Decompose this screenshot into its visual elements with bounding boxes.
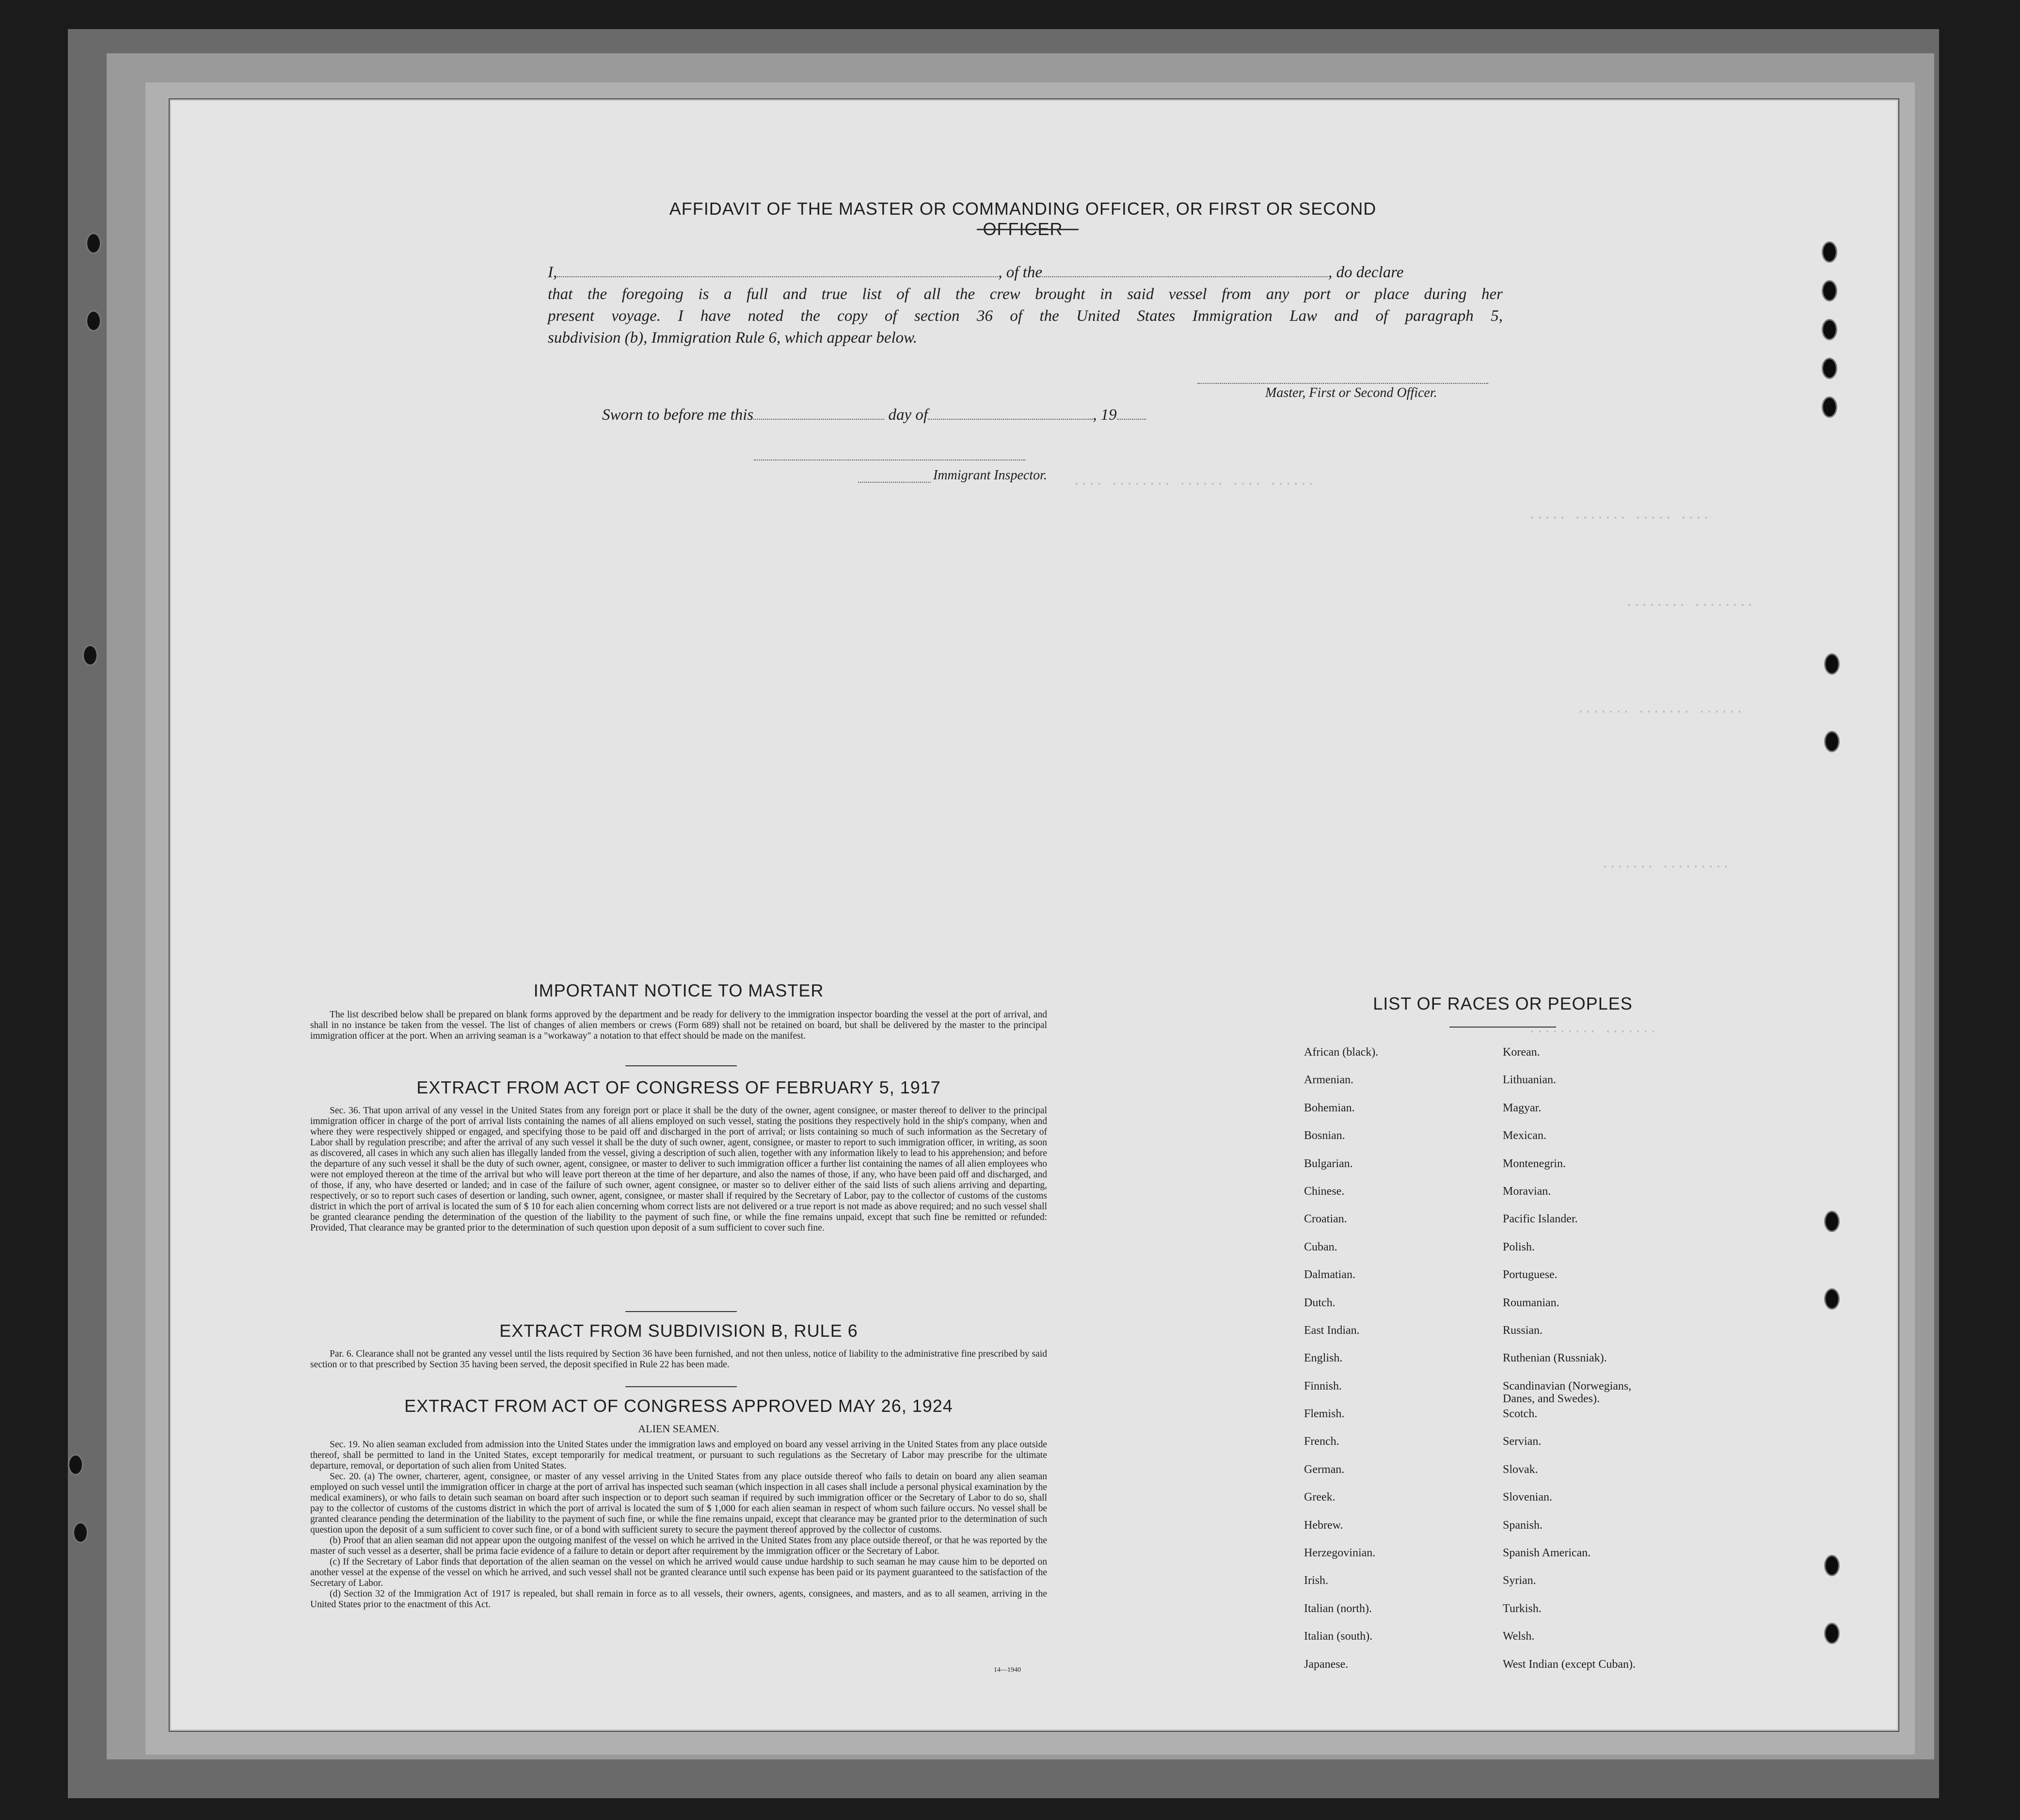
subdivision-title: EXTRACT FROM SUBDIVISION B, RULE 6 xyxy=(499,1321,858,1341)
extract-1917-text: Sec. 36. That upon arrival of any vessel in the United States from any foreign port or place it shall be the duty of the owner, agent consignee, or master thereof to deliver to the principal immigration officer in charge of the port of arrival lists containing the names of all aliens employed on such vessel, stating the positions they respectively hold in the ship's company, when and where they were respectively shipped or engaged, and specifying those to be paid off and discharged in the port of arrival; or lists containing so much of such information as the Secretary of Labor shall by regulation prescribe; and after the arrival of any such vessel it shall be the duty of such owner, agent, consignee, or master to report to such immigration officer, in writing, as soon as discovered, all cases in which any such alien has illegally landed from the vessel, giving a description of such alien, together with any information likely to lead to his apprehension; and before the departure of any such vessel it shall be the duty of such owner, agent, consignee, or master to deliver to such immigration officer a further list containing the names of all alien employees who were not employed thereon at the time of the arrival but who will leave port thereon at the time of her departure, and also the names of those, if any, who have been paid off and discharged, and of those, if any, who have deserted or landed; and in case of the failure of such owner, agent consignee, or master so to deliver either of the said lists of such aliens arriving and departing, respectively, or so to report such cases of desertion or landing, such owner, agent, consignee, or master shall if required by the Secretary of Labor, pay to the collector of customs of the customs district in which the port of arrival is located the sum of $ 10 for each alien concerning whom correct lists are not delivered or a true report is not made as above required; and no such vessel shall be granted clearance pending the determination of the question of the liability to the payment of such fine, or while the fine remains unpaid, except that such fine be remitted or refunded: Provided, That clearance may be granted prior to the determination of such question upon deposit of a sum sufficient to cover such fine. xyxy=(310,1106,1047,1233)
race-item: Chinese. xyxy=(1304,1185,1345,1198)
race-item: Turkish. xyxy=(1503,1602,1542,1615)
affidavit-title: AFFIDAVIT OF THE MASTER OR COMMANDING OFFICER, OR FIRST OR SECOND OFFICER xyxy=(669,199,1377,239)
binder-hole xyxy=(1824,1288,1840,1310)
declaration-line-3: present voyage. I have noted the copy of section 36 of the United States Immigration Law and of paragraph 5, xyxy=(548,307,1503,325)
year-label: , 19 xyxy=(1093,406,1117,424)
binder-hole xyxy=(1824,1555,1840,1576)
race-item: Japanese. xyxy=(1304,1658,1349,1671)
binder-hole xyxy=(1822,358,1837,379)
race-item: Italian (north). xyxy=(1304,1602,1372,1615)
show-through-text: ..... ....... ..... .... xyxy=(1528,508,1710,522)
race-item: Korean. xyxy=(1503,1046,1540,1059)
race-item: Slovak. xyxy=(1503,1463,1538,1476)
day-of-label: day of xyxy=(888,406,928,424)
declaration-line-2: that the foregoing is a full and true list of all the crew brought in said vessel from any port or place during her xyxy=(548,285,1503,303)
binder-hole xyxy=(1824,1211,1840,1232)
declaration-declare: , do declare xyxy=(1328,264,1404,281)
race-item: Moravian. xyxy=(1503,1185,1551,1198)
race-item: Lithuanian. xyxy=(1503,1074,1556,1087)
race-item: Montenegrin. xyxy=(1503,1157,1566,1170)
declaration-i: I, xyxy=(548,264,557,281)
races-title: LIST OF RACES OR PEOPLES xyxy=(1373,994,1633,1013)
race-item: Slovenian. xyxy=(1503,1491,1552,1504)
race-item: Armenian. xyxy=(1304,1074,1353,1087)
section-divider xyxy=(625,1311,737,1312)
race-item: Dutch. xyxy=(1304,1296,1336,1309)
races-right-column xyxy=(1503,1046,1648,1686)
races-underline xyxy=(1449,1027,1556,1028)
races-left-column xyxy=(1304,1046,1378,1686)
race-item: Bosnian. xyxy=(1304,1129,1345,1142)
title-underline xyxy=(977,229,1079,230)
race-item: German. xyxy=(1304,1463,1345,1476)
race-item: Mexican. xyxy=(1503,1129,1546,1142)
declaration-of: , of the xyxy=(998,264,1042,281)
inspector-signature-line xyxy=(754,459,1025,460)
race-item: Flemish. xyxy=(1304,1408,1345,1421)
notice-text: The list described below shall be prepared on blank forms approved by the department and be ready for delivery to the immigration inspector boarding the vessel at the port of arrival, and shall in no instance be taken from the vessel. The list of changes of alien members or crews (Form 689) shall not be retained on board, but shall be delivered by the master to the principal immigration officer at the port. When an arriving seaman is a "workaway" a notation to that effect should be made on the manifest. xyxy=(310,1010,1047,1041)
race-item: Spanish. xyxy=(1503,1519,1543,1532)
sworn-line xyxy=(602,406,1146,424)
sworn-label: Sworn to before me this xyxy=(602,406,754,424)
notice-title: IMPORTANT NOTICE TO MASTER xyxy=(533,981,824,1000)
race-item: English. xyxy=(1304,1352,1343,1365)
race-item: Bohemian. xyxy=(1304,1101,1355,1114)
notice-body xyxy=(310,1010,1047,1042)
master-signature-line xyxy=(1197,383,1488,384)
form-number: 14—1940 xyxy=(994,1666,1021,1674)
show-through-text: ........ ........ xyxy=(1625,595,1754,610)
race-item: Irish. xyxy=(1304,1574,1328,1587)
inspector-label: Immigrant Inspector. xyxy=(933,468,1047,483)
binder-hole xyxy=(1822,241,1837,263)
race-item: Herzegovinian. xyxy=(1304,1547,1376,1560)
race-item: Scotch. xyxy=(1503,1408,1538,1421)
inspector-dots xyxy=(858,482,931,483)
race-item: Roumanian. xyxy=(1503,1296,1559,1309)
extract-1917-title: EXTRACT FROM ACT OF CONGRESS OF FEBRUARY 5, 1917 xyxy=(416,1077,941,1097)
race-item: Greek. xyxy=(1304,1491,1336,1504)
race-item: Hebrew. xyxy=(1304,1519,1343,1532)
race-item: Magyar. xyxy=(1503,1101,1542,1114)
sec-19-text: Sec. 19. No alien seaman excluded from admission into the United States under the immigration laws and employed on board any vessel arriving in the United States from any place outside thereof, shall be permitted to land in the United States, except temporarily for medical treatment, or pursuant to such regulations as the Secretary of Labor may prescribe for the ultimate departure, removal, or deportation of such alien from United States. xyxy=(310,1440,1047,1471)
show-through-text: ....... ....... ...... xyxy=(1577,702,1744,716)
show-through-text: .... ........ ...... .... ...... xyxy=(1073,474,1315,489)
binder-hole xyxy=(1822,280,1837,301)
binder-hole xyxy=(86,233,101,254)
extract-1924-title: EXTRACT FROM ACT OF CONGRESS APPROVED MAY 26, 1924 xyxy=(404,1396,953,1416)
extract-1924-subtitle: ALIEN SEAMEN. xyxy=(638,1423,719,1435)
binder-hole xyxy=(68,1454,83,1475)
race-item: Welsh. xyxy=(1503,1630,1535,1643)
race-item: West Indian (except Cuban). xyxy=(1503,1658,1636,1671)
master-signature-label: Master, First or Second Officer. xyxy=(1265,385,1437,400)
race-item: Italian (south). xyxy=(1304,1630,1373,1643)
race-item: Finnish. xyxy=(1304,1379,1342,1393)
extract-1917-body xyxy=(310,1106,1047,1234)
binder-hole xyxy=(86,310,101,332)
binder-hole xyxy=(1824,731,1840,752)
binder-hole xyxy=(1822,396,1837,418)
extract-1924-body xyxy=(310,1440,1047,1610)
subdivision-body xyxy=(310,1349,1047,1370)
sec-20c-text: (c) If the Secretary of Labor finds that deportation of the alien seaman on the vessel on which he arrived would cause undue hardship to such seaman he may cause him to be deported on another vessel at the expense of the vessel on which he arrived, and such vessel shall not be granted clearance until such expense has been paid or its payment guaranteed to the satisfaction of the Secretary of Labor. xyxy=(310,1557,1047,1588)
sec-20a-text: Sec. 20. (a) The owner, charterer, agent, consignee, or master of any vessel arriving in the United States from any place outside thereof who fails to detain on board any alien seaman employed on such vessel until the immigration officer in charge at the port of arrival has inspected such seaman (which inspection in all cases shall include a personal physical examination by the medical examiners), or who fails to detain such seaman on board after such inspection or to deport such seaman if required by such immigration officer or the Secretary of Labor to do so, shall pay to the collector of customs of the customs district in which the port of arrival is located the sum of $ 1,000 for each alien seaman in respect of whom such failure occurs. No vessel shall be granted clearance pending the determination of the liability to the payment of such fine, or while the fine remains unpaid, except that clearance may be granted prior to the determination of such question upon the deposit of a sum sufficient to cover such fine, or of a bond with sufficient surety to secure the payment thereof approved by the collector of customs. xyxy=(310,1472,1047,1535)
race-item: Syrian. xyxy=(1503,1574,1536,1587)
declaration-line-4: subdivision (b), Immigration Rule 6, which appear below. xyxy=(548,329,917,347)
race-item: Portuguese. xyxy=(1503,1268,1558,1282)
race-item: Scandinavian (Norwegians, Danes, and Swedes). xyxy=(1503,1379,1632,1405)
section-divider xyxy=(625,1386,737,1387)
race-item: Dalmatian. xyxy=(1304,1268,1355,1282)
sec-20d-text: (d) Section 32 of the Immigration Act of 1917 is repealed, but shall remain in force as to all vessels, their owners, agents, consignees, and masters, and as to all seamen, arriving in the United States prior to the enactment of this Act. xyxy=(310,1589,1047,1610)
race-item: African (black). xyxy=(1304,1046,1379,1059)
binder-hole xyxy=(1824,1623,1840,1644)
declaration-text xyxy=(548,262,1503,349)
race-item: Bulgarian. xyxy=(1304,1157,1353,1170)
sec-20b-text: (b) Proof that an alien seaman did not appear upon the outgoing manifest of the vessel on which he arrived in the United States from any place outside thereof, or that he was reported by the master of such vessel as a deserter, shall be prima facie evidence of a failure to detain or deport after requirement by the immigration officer or the Secretary of Labor. xyxy=(310,1535,1047,1556)
show-through-text: ......... ....... xyxy=(1528,1022,1657,1036)
race-item: Ruthenian (Russniak). xyxy=(1503,1352,1607,1365)
race-item: Pacific Islander. xyxy=(1503,1213,1578,1226)
race-item: Servian. xyxy=(1503,1435,1542,1448)
race-item: Croatian. xyxy=(1304,1213,1347,1226)
binder-hole xyxy=(1822,319,1837,340)
race-item: French. xyxy=(1304,1435,1339,1448)
race-item: Russian. xyxy=(1503,1324,1543,1337)
binder-hole xyxy=(73,1522,88,1543)
race-item: Polish. xyxy=(1503,1240,1535,1253)
declaration-line-1 xyxy=(548,262,1503,284)
race-item: Spanish American. xyxy=(1503,1547,1591,1560)
race-item: East Indian. xyxy=(1304,1324,1360,1337)
binder-hole xyxy=(82,645,98,666)
section-divider xyxy=(625,1065,737,1066)
subdivision-text: Par. 6. Clearance shall not be granted any vessel until the lists required by Section 36 have been furnished, and not then unless, notice of liability to the administrative fine prescribed by said section or to that prescribed by Section 35 having been served, the deposit specified in Rule 22 has been made. xyxy=(310,1349,1047,1370)
binder-hole xyxy=(1824,653,1840,675)
race-item: Cuban. xyxy=(1304,1240,1337,1253)
show-through-text: ....... ......... xyxy=(1601,857,1730,871)
